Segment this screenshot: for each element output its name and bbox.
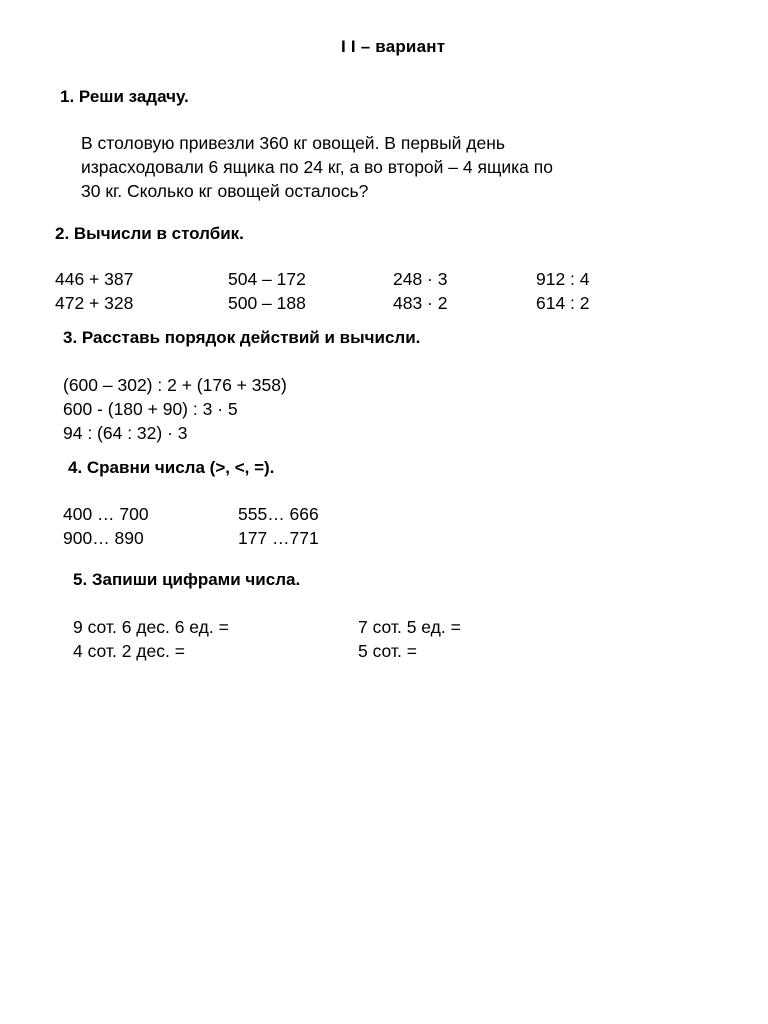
task2-expr-r2-c3: 483 · 2 bbox=[393, 293, 448, 313]
task5-heading: 5. Запиши цифрами числа. bbox=[73, 570, 301, 589]
task1-line-1: В столовую привезли 360 кг овощей. В первый день bbox=[81, 133, 506, 153]
task1-line-3: 30 кг. Сколько кг овощей осталось? bbox=[81, 181, 369, 201]
task2-expr-r1-c3: 248 · 3 bbox=[393, 269, 448, 289]
task3-expr-2: 600 - (180 + 90) : 3 · 5 bbox=[63, 399, 238, 419]
task4-heading: 4. Сравни числа (>, <, =). bbox=[68, 458, 275, 477]
task4-compare-r2-c1: 900… 890 bbox=[63, 528, 144, 548]
task3-heading: 3. Расставь порядок действий и вычисли. bbox=[63, 328, 421, 347]
task3-expr-3: 94 : (64 : 32) · 3 bbox=[63, 423, 188, 443]
task2-expr-r2-c2: 500 – 188 bbox=[228, 293, 306, 313]
task5-number-r1-c1: 9 сот. 6 дес. 6 ед. = bbox=[73, 617, 229, 637]
task4-compare-r1-c2: 555… 666 bbox=[238, 504, 319, 524]
task2-heading: 2. Вычисли в столбик. bbox=[55, 224, 244, 243]
task5-number-r2-c1: 4 сот. 2 дес. = bbox=[73, 641, 185, 661]
task2-expr-r1-c2: 504 – 172 bbox=[228, 269, 306, 289]
task5-number-r2-c2: 5 сот. = bbox=[358, 641, 417, 661]
task2-expr-r1-c1: 446 + 387 bbox=[55, 269, 134, 289]
task4-compare-r2-c2: 177 …771 bbox=[238, 528, 319, 548]
task3-expr-1: (600 – 302) : 2 + (176 + 358) bbox=[63, 375, 287, 395]
task2-expr-r2-c4: 614 : 2 bbox=[536, 293, 590, 313]
task5-number-r1-c2: 7 сот. 5 ед. = bbox=[358, 617, 461, 637]
task2-expr-r1-c4: 912 : 4 bbox=[536, 269, 590, 289]
task1-heading: 1. Реши задачу. bbox=[60, 87, 189, 106]
task1-line-2: израсходовали 6 ящика по 24 кг, а во второй – 4 ящика по bbox=[81, 157, 553, 177]
variant-title: I I – вариант bbox=[341, 37, 446, 56]
task4-compare-r1-c1: 400 … 700 bbox=[63, 504, 149, 524]
task2-expr-r2-c1: 472 + 328 bbox=[55, 293, 134, 313]
